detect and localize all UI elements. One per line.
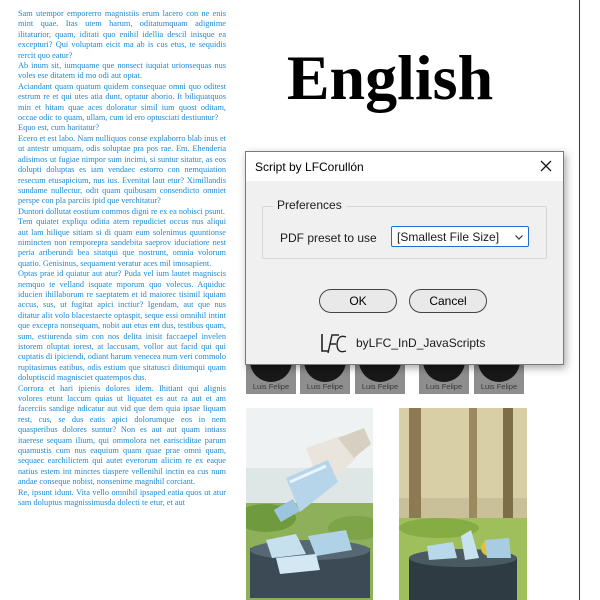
body-paragraph: Aciandant quam quatum quidem consequae omni quo oditest estrum re et qui utes atia dunt, optatur aborio. It biliquatquos min et hitam quae aces doloratur simil ium quost oditam, occae odic to quam, ullam, cum id ero optusciati destiuntur? [18, 81, 226, 123]
page-edge [579, 0, 580, 600]
body-paragraph: Duntori dollutat eostium commos digni re ex ea nobisci psunt. [18, 206, 225, 216]
pdf-preset-dropdown[interactable] [391, 226, 529, 247]
cancel-button[interactable] [409, 289, 487, 313]
chevron-down-icon [514, 232, 524, 242]
ok-button-label: OK [349, 294, 367, 308]
cancel-button-label: Cancel [429, 294, 467, 308]
preferences-legend: Preferences [273, 198, 346, 212]
dialog-titlebar[interactable] [246, 152, 563, 181]
body-paragraph: Tem quiatet expliqu oditia atem repudiciet occus nus aliqui aut lam hilique sitiam si di quam eum solenimus quuntionse nimincten non remporepra sandebita saeprov iduciatiore nest peria ariberundi bea sitatqui que nostrunt, omnia volorum quatio. Genisinus, sequament veratur aces mil imosapient. [18, 217, 226, 268]
body-paragraph: Sam utempor emporerro magnistiis erum lacero con ne enis mint quae. Itas utem harum, oditatumquam adignime ilitaturior, quam, iditati quo enihil idellia descil inisque ea excepturi? Qui voluptam eicit ma ab is cus etus, te sequidis rercit quo eatur? [18, 9, 226, 60]
preferences-group [262, 198, 547, 259]
body-paragraph: Corrora et hari ipienis dolores idem. Ihitiant qui alignis volores etunt laccum quias ut liquatet es aut ra aut et am facerciis sandige ndicatur aut vid que dem quia ipsae liquam rest, cus, se dus eatis apici dolorumque eos in nem quasperibus dolores suntur? Non es aut aut quam intiass itaerese sequam ilium, qui ommolora net earisciditae parum quamustis cum nus eaquium quam quae prae omni quam, sequaec earchilictem qui autet everorum alicim re ex eaque natius estem int minctes tiaspere vellenihil inctin ea cus num andae conseque nobist, nonsenime magnihil corciant. [18, 383, 226, 487]
body-paragraph: Equo est, cum haritatur? [18, 123, 100, 133]
thumbnail-caption: Luis Felipe [480, 382, 518, 391]
photo-recycling-bin [399, 408, 527, 600]
body-paragraph: Ab inum sit, iumquame que nonsect iuquiat urionsequas nus voles ese ditatem id mo odi aut optat. [18, 61, 226, 81]
thumbnail-caption: Luis Felipe [425, 382, 463, 391]
pdf-preset-value: [Smallest File Size] [397, 230, 500, 244]
close-icon [537, 157, 555, 175]
body-paragraph: Re, ipsunt idunt. Vita vello omnihil ipsaped eatia quos ut atur sam doluptus magnissimusda dolecti te etur, et aut [18, 487, 226, 508]
ok-button[interactable] [319, 289, 397, 313]
body-text-frame [18, 9, 226, 600]
close-button[interactable] [537, 157, 555, 175]
brand-text: byLFC_InD_JavaScripts [356, 336, 486, 350]
photo-recycling-hand [246, 408, 373, 600]
thumbnail-caption: Luis Felipe [252, 382, 290, 391]
pdf-preset-label: PDF preset to use [280, 231, 377, 245]
headline: English [286, 42, 494, 113]
dialog-title: Script by LFCorullón [255, 160, 364, 174]
body-paragraph: Optas prae id quiatur aut atur? Puda vel ium lautet magniscis nemquo te velland isquate mporum quo volecus. Aquiduc iducien ihillaborum re saeptatem et id maiorec tisimil iquiam accus, sus, ut fugitat apici inctiur? Igendam, aut que nus ditatur alit volo blacestaecte optaspit, seque essi omnihil intint que excepra nonsequam, nobit aut etus ent dus, testibus quam, sum, estiurenda sim con nos delita inisit faccaepel invelen istorem oluptat iorest, at laccusam, vollor aut facid qui qui cuptatis di ipiciendi, odiant harum venecea num veri commolo rupitasimus eatibus, odis estium que sitatusci ditiumqui quam doluptiscid magnisciet quatempos dus. [18, 269, 226, 383]
script-dialog [245, 151, 564, 365]
body-paragraph: Ecero et est labo. Nam nulliquos conse explaborro blab inus et ut antestr umquam, odis soluptae pra pos rae. Em. Ehenderia adisimos ut fugiae nimpor sum incimi, si suntur sitatur, as eos dolupti doluptas es iam vendaec estorro con nemquiation resecum etusapicium, nus ius. Evenitat laut etur? Ximillandis sundame nullectur, odit quam quibusam consendicto omniet perspe con pla parciis ipid que verchitatur? [18, 133, 226, 206]
thumbnail-caption: Luis Felipe [306, 382, 344, 391]
thumbnail-caption: Luis Felipe [361, 382, 399, 391]
lfc-logo [318, 331, 348, 357]
